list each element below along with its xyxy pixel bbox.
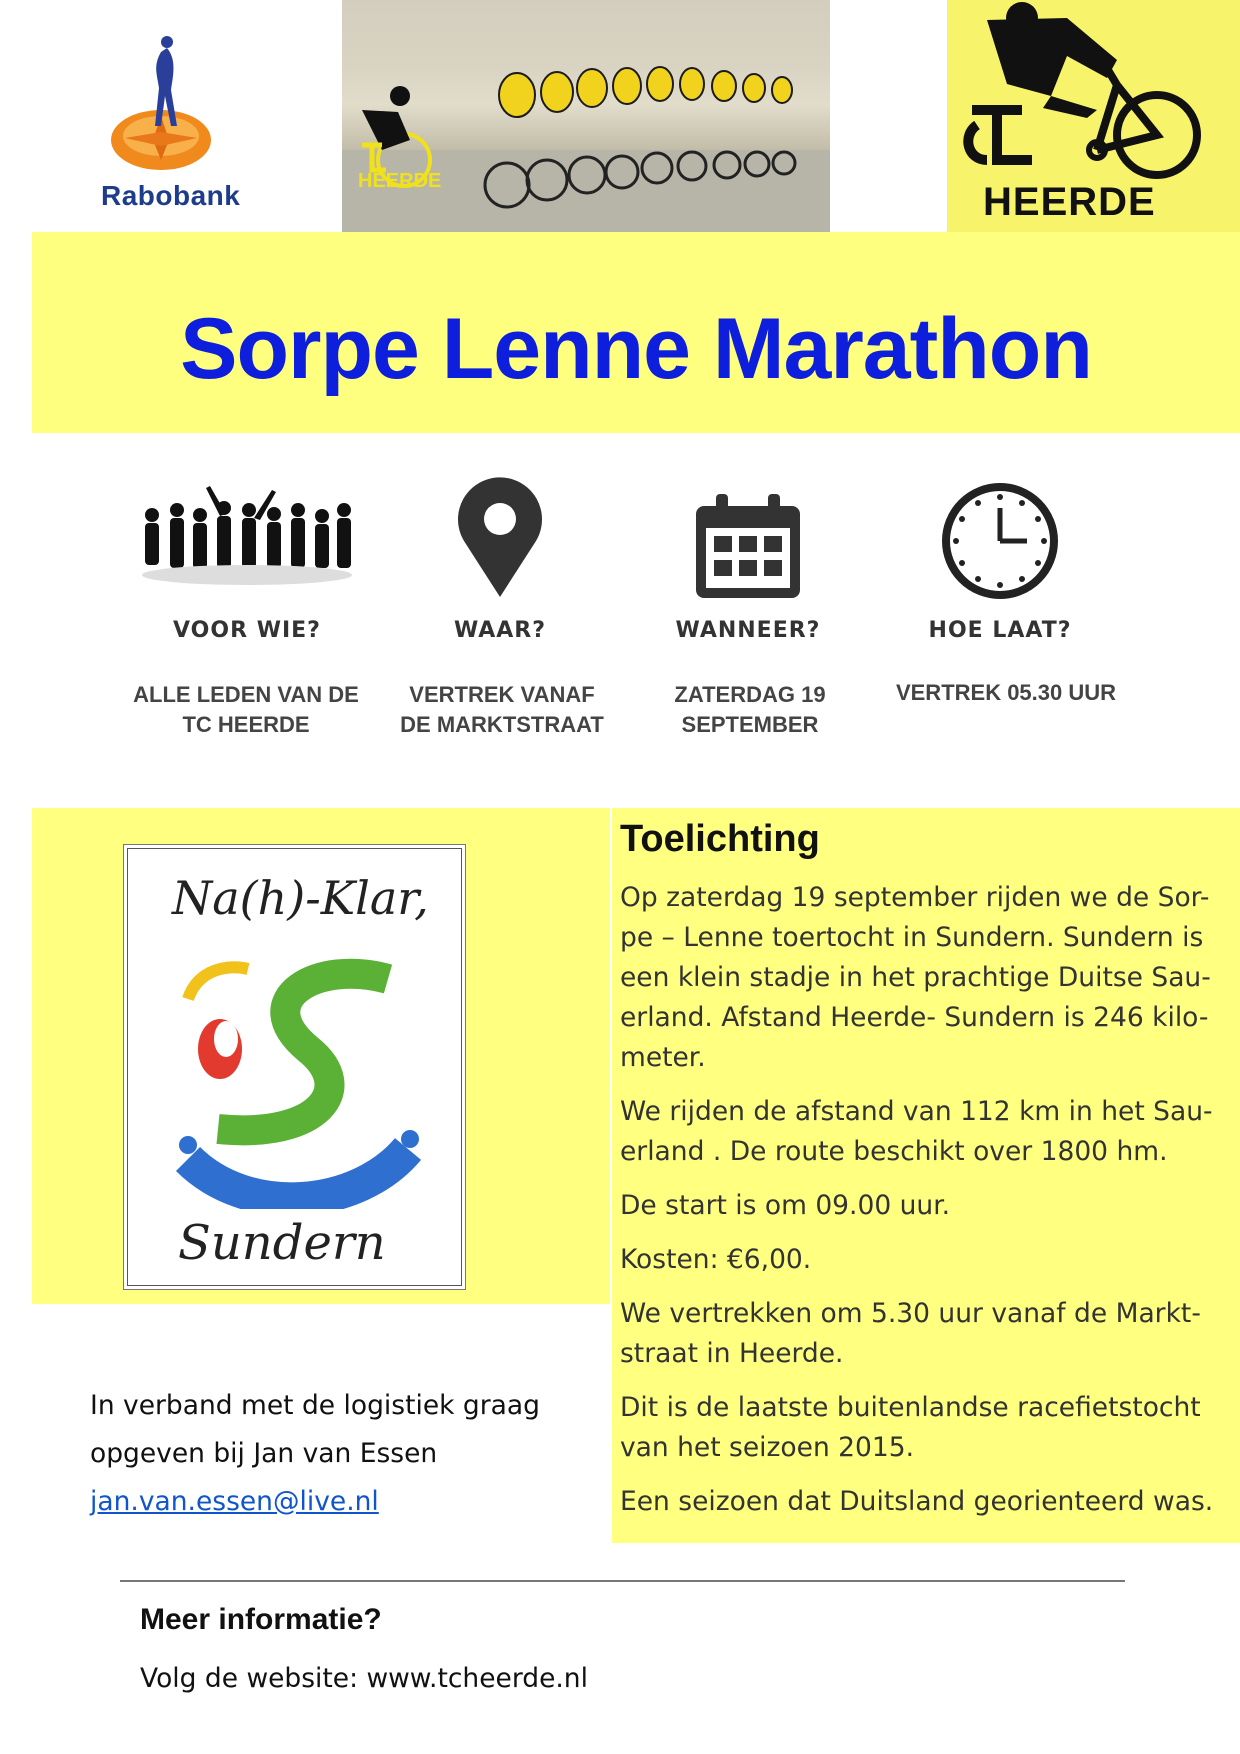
title-band bbox=[32, 232, 1240, 433]
info-heading-wanneer: WANNEER? bbox=[675, 618, 821, 643]
info-voor-wie bbox=[127, 470, 367, 643]
footer-divider bbox=[120, 1580, 1125, 1582]
rabobank-name: Rabobank bbox=[101, 180, 241, 211]
website-line: Volg de website: www.tcheerde.nl bbox=[140, 1663, 588, 1694]
info-hoe-laat bbox=[880, 470, 1120, 643]
info-value-voor-wie: ALLE LEDEN VAN DE TC HEERDE bbox=[133, 682, 359, 737]
info-heading-waar: WAAR? bbox=[453, 618, 547, 643]
toelichting-paragraph: We rijden de afstand van 112 km in het Sau-erland . De route beschikt over 1800 hm. bbox=[620, 1096, 1213, 1167]
tc-heerde-logo bbox=[947, 0, 1240, 232]
info-value-wanneer: ZATERDAG 19 SEPTEMBER bbox=[674, 682, 826, 737]
logistics-note bbox=[90, 1382, 590, 1526]
smile-s-icon bbox=[158, 939, 438, 1209]
nah-klar-sundern-logo bbox=[127, 848, 462, 1286]
info-value-waar: VERTREK VANAF DE MARKTSTRAAT bbox=[400, 682, 604, 737]
more-info-heading: Meer informatie? bbox=[140, 1603, 382, 1636]
info-value-hoe-laat: VERTREK 05.30 UUR bbox=[895, 680, 1117, 705]
toelichting-paragraph: Kosten: €6,00. bbox=[620, 1244, 812, 1275]
cyclist-icon bbox=[947, 0, 1240, 180]
tc-heerde-word: HEERDE bbox=[983, 180, 1156, 224]
toelichting-paragraph: Een seizoen dat Duitsland georienteerd was. bbox=[620, 1486, 1214, 1517]
logistics-line: In verband met de logistiek graag bbox=[90, 1390, 540, 1421]
toelichting-paragraph: De start is om 09.00 uur. bbox=[620, 1190, 951, 1221]
info-heading-voor-wie: VOOR WIE? bbox=[173, 618, 321, 643]
calendar-icon bbox=[694, 492, 802, 600]
tc-heerde-small-word: HEERDE bbox=[358, 170, 442, 192]
logo-top-text: Na(h)-Klar, bbox=[172, 871, 429, 925]
crowd-icon bbox=[132, 480, 362, 600]
rabobank-emblem-icon bbox=[95, 30, 255, 180]
page-title: Sorpe Lenne Marathon bbox=[180, 301, 1092, 397]
email-link[interactable]: jan.van.essen@live.nl bbox=[90, 1486, 379, 1517]
info-heading-hoe-laat: HOE LAAT? bbox=[928, 618, 1072, 643]
toelichting-paragraph: Op zaterdag 19 september rijden we de Sor-pe – Lenne toertocht in Sundern. Sundern is een klein stadje in het prachtige Duitse Sau-erland. Afstand Heerde- Sundern is 246 kilo-meter. bbox=[620, 882, 1211, 1073]
info-waar bbox=[380, 470, 620, 643]
toelichting-heading: Toelichting bbox=[620, 818, 820, 860]
toelichting-paragraph: We vertrekken om 5.30 uur vanaf de Markt-straat in Heerde. bbox=[620, 1298, 1201, 1369]
toelichting-paragraph: Dit is de laatste buitenlandse racefietstocht van het seizoen 2015. bbox=[620, 1392, 1201, 1463]
logo-bottom-text: Sundern bbox=[178, 1215, 386, 1271]
logistics-line: opgeven bij Jan van Essen bbox=[90, 1438, 438, 1469]
location-pin-icon bbox=[450, 475, 550, 600]
cyclists-photo bbox=[342, 0, 830, 232]
info-wanneer bbox=[628, 470, 868, 643]
rabobank-logo bbox=[95, 30, 255, 220]
clock-icon bbox=[941, 482, 1059, 600]
toelichting-body bbox=[620, 878, 1220, 1536]
